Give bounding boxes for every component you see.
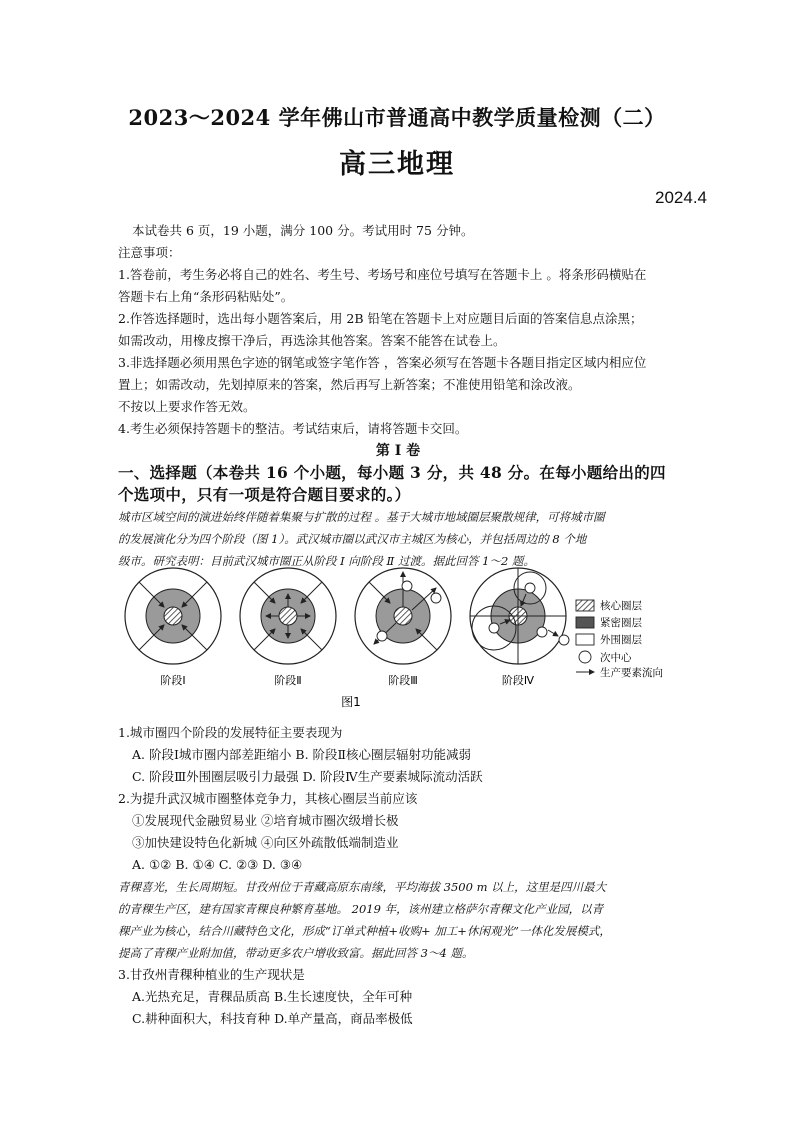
- question-3-stem: 3.甘孜州青稞种植业的生产现状是: [118, 967, 305, 982]
- stage-label: 阶段Ⅳ: [501, 674, 535, 687]
- part-heading: 第 Ⅰ 卷: [375, 443, 421, 459]
- passage2-line: 青稞喜光，生长周期短。甘孜州位于青藏高原东南缘，平均海拔 3500 m 以上，这里是四川最大: [118, 880, 607, 894]
- question-2-statements: ①发展现代金融贸易业 ②培育城市圈次级增长极: [132, 813, 399, 828]
- exam-title: 2023～2024 学年佛山市普通高中教学质量检测（二）: [128, 105, 666, 130]
- legend-subcenter-icon: [579, 651, 591, 663]
- passage1-line: 的发展演化分为四个阶段（图 1）。武汉城市圈以武汉市主城区为核心，并包括周边的 8 个地: [118, 532, 587, 546]
- note-line: 2.作答选择题时，选出每小题答案后，用 2B 铅笔在答题卡上对应题目后面的答案信息点涂黑；: [118, 311, 643, 326]
- stage-3-diagram: [355, 568, 451, 664]
- figure-1-diagram: [118, 566, 698, 716]
- legend-swatch-outer: [576, 634, 594, 645]
- figure-caption: 图1: [341, 695, 361, 709]
- figure-legend: [576, 599, 663, 679]
- section-heading-line2: 个选项中，只有一项是符合题目要求的。）: [118, 485, 411, 504]
- legend-label: 核心圈层: [600, 600, 642, 612]
- question-1-options: A. 阶段Ⅰ城市圈内部差距缩小 B. 阶段Ⅱ核心圈层辐射功能减弱: [132, 747, 472, 762]
- passage1-line: 级市。研究表明：目前武汉城市圈正从阶段 Ⅰ 向阶段 Ⅱ 过渡。据此回答 1～2 题。: [118, 554, 535, 568]
- legend-label: 次中心: [600, 652, 632, 664]
- legend-label: 生产要素流向: [600, 667, 663, 679]
- questions-block: [118, 722, 678, 1030]
- question-1-stem: 1.城市圈四个阶段的发展特征主要表现为: [118, 725, 343, 740]
- subject-title: 高三地理: [339, 149, 455, 180]
- legend-swatch-dense: [576, 617, 594, 628]
- stage-1-diagram: [125, 568, 221, 664]
- note-line: 4.考生必须保持答题卡的整洁。考试结束后，请将答题卡交回。: [118, 421, 468, 436]
- note-line: 如需改动，用橡皮擦干净后，再选涂其他答案。答案不能答在试卷上。: [118, 333, 506, 348]
- legend-swatch-core: [576, 600, 594, 611]
- exam-date: 2024.4: [655, 188, 707, 207]
- stage-4-diagram: [470, 568, 569, 664]
- stage-2-diagram: [240, 568, 336, 664]
- passage1-line: 城市区域空间的演进始终伴随着集聚与扩散的过程 。基于大城市地域圈层聚散规律，可将城市圈: [118, 510, 605, 524]
- passage2-line: 提高了青稞产业附加值，带动更多农户增收致富。据此回答 3～4 题。: [118, 946, 474, 960]
- question-3-options: C.耕种面积大，科技育种 D.单产量高，商品率极低: [132, 1011, 413, 1026]
- note-line: 答题卡右上角“条形码粘贴处”。: [118, 289, 294, 304]
- passage2-line: 的青稞生产区，建有国家青稞良种繁育基地。 2019 年，该州建立格萨尔青稞文化产业园，以青: [118, 902, 604, 916]
- instructions-block: [118, 220, 678, 572]
- note-line: 3.非选择题必须用黑色字迹的钢笔或签字笔作答 ，答案必须写在答题卡各题目指定区域内相应位: [118, 355, 647, 370]
- notes-heading: 注意事项：: [118, 245, 181, 260]
- section-heading-line1: 一、选择题（本卷共 16 个小题，每小题 3 分，共 48 分。在每小题给出的四: [118, 463, 666, 482]
- legend-label: 外围圈层: [600, 634, 642, 646]
- question-2-options: A. ①② B. ①④ C. ②③ D. ③④: [132, 857, 303, 872]
- intro-text: 本试卷共 6 页，19 小题，满分 100 分。考试用时 75 分钟。: [132, 223, 474, 238]
- question-2-statements: ③加快建设特色化新城 ④向区外疏散低端制造业: [132, 835, 399, 850]
- note-line: 置上；如需改动，先划掉原来的答案，然后再写上新答案；不准使用铅笔和涂改液。: [118, 377, 581, 392]
- stage-label: 阶段Ⅰ: [160, 674, 186, 687]
- question-2-stem: 2.为提升武汉城市圈整体竞争力，其核心圈层当前应该: [118, 791, 418, 806]
- stage-label: 阶段Ⅲ: [388, 674, 418, 687]
- note-line: 1.答卷前，考生务必将自己的姓名、考生号、考场号和座位号填写在答题卡上 。将条形码横贴在: [118, 267, 647, 282]
- question-3-options: A.光热充足，青稞品质高 B.生长速度快，全年可种: [132, 989, 413, 1004]
- legend-label: 紧密圈层: [600, 617, 642, 629]
- question-1-options: C. 阶段Ⅲ外围圈层吸引力最强 D. 阶段Ⅳ生产要素城际流动活跃: [132, 769, 483, 784]
- passage2-line: 稞产业为核心，结合川藏特色文化，形成“订单式种植+收购+ 加工+休闲观光”一体化发展模式，: [118, 924, 611, 938]
- note-line: 不按以上要求作答无效。: [118, 399, 256, 414]
- stage-label: 阶段Ⅱ: [274, 674, 302, 687]
